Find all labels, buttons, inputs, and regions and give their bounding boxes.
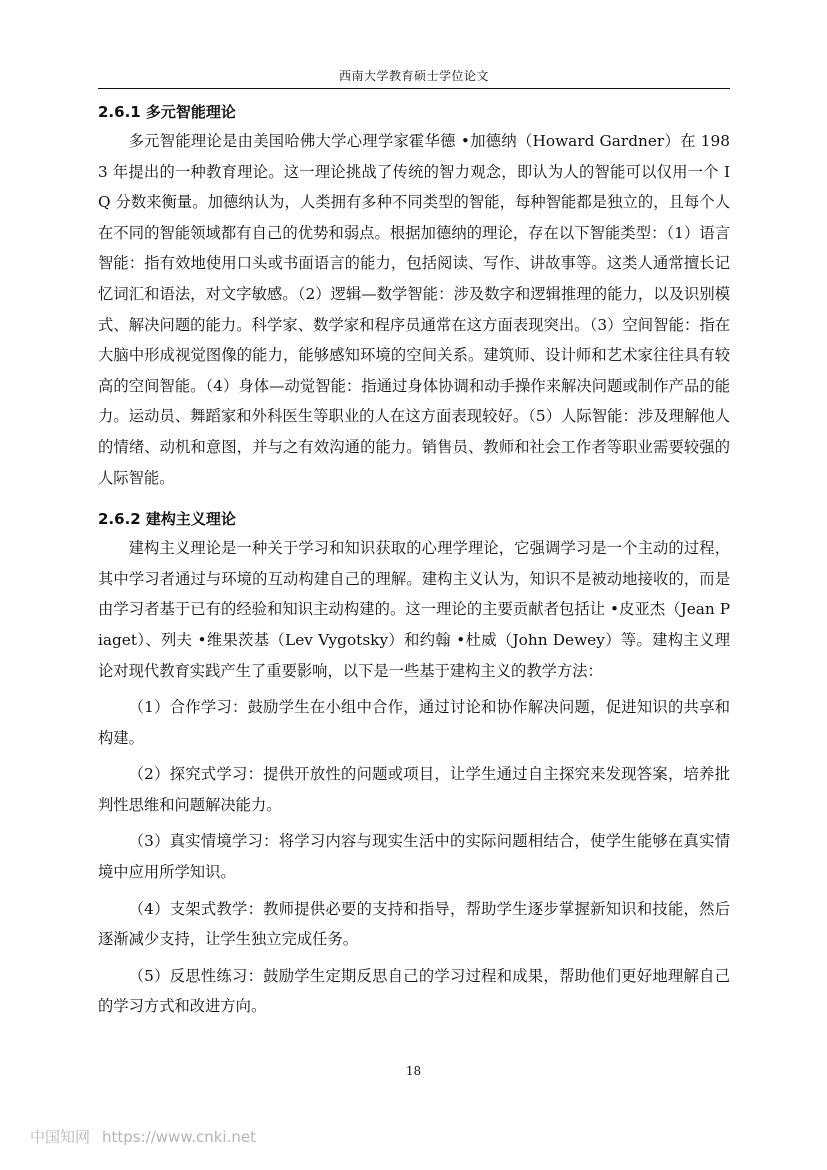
running-header: 西南大学教育硕士学位论文 xyxy=(338,69,489,83)
section-heading-constructivism: 2.6.2 建构主义理论 xyxy=(98,510,236,529)
watermark-brand: 中国知网 xyxy=(30,1128,91,1146)
header-rule xyxy=(98,88,730,89)
section-heading-multiple-intelligences: 2.6.1 多元智能理论 xyxy=(98,103,236,121)
method-item-situated-learning: （3）真实情境学习：将学习内容与现实生活中的实际问题相结合，使学生能够在真实情境中应用所学知识。 xyxy=(98,832,730,882)
method-item-reflective-practice: （5）反思性练习：鼓励学生定期反思自己的学习过程和成果，帮助他们更好地理解自己的学习方式和改进方向。 xyxy=(98,966,730,1016)
method-item-inquiry-learning: （2）探究式学习：提供开放性的问题或项目，让学生通过自主探究来发现答案，培养批判性思维和问题解决能力。 xyxy=(98,765,730,814)
section-paragraph-multiple-intelligences: 多元智能理论是由美国哈佛大学心理学家霍华德 •加德纳（Howard Gardner）在 1983 年提出的一种教育理论。这一理论挑战了传统的智力观念，即认为人的智能可以仅用一个 IQ 分数来衡量。加德纳认为，人类拥有多种不同类型的智能，每种智能都是独立的，且每个人在不同的智能领域都有自己的优势和弱点。根据加德纳的理论，存在以下智能类型：（1）语言智能：指有效地使用口头或书面语言的能力，包括阅读、写作、讲故事等。这类人通常擅长记忆词汇和语法，对文字敏感。（2）逻辑—数学智能：涉及数字和逻辑推理的能力，以及识别模式、解决问题的能力。科学家、数学家和程序员通常在这方面表现突出。（3）空间智能：指在大脑中形成视觉图像的能力，能够感知环境的空间关系。建筑师、设计师和艺术家往往具有较高的空间智能。（4）身体—动觉智能：指通过身体协调和动手操作来解决问题或制作产品的能力。运动员、舞蹈家和外科医生等职业的人在这方面表现较好。（5）人际智能：涉及理解他人的情绪、动机和意图，并与之有效沟通的能力。销售员、教师和社会工作者等职业需要较强的人际智能。 xyxy=(98,132,730,487)
section-paragraph-constructivism: 建构主义理论是一种关于学习和知识获取的心理学理论，它强调学习是一个主动的过程，其中学习者通过与环境的互动构建自己的理解。建构主义认为，知识不是被动地接收的，而是由学习者基于已有的经验和知识主动构建的。这一理论的主要贡献者包括让 •皮亚杰（Jean Piaget）、列夫 •维果茨基（Lev Vygotsky）和约翰 •杜威（John Dewey）等。建构主义理论对现代教育实践产生了重要影响，以下是一些基于建构主义的教学方法： xyxy=(98,539,730,680)
page-body xyxy=(98,98,730,1022)
method-item-cooperative-learning: （1）合作学习：鼓励学生在小组中合作，通过讨论和协作解决问题，促进知识的共享和构建。 xyxy=(98,698,730,747)
method-item-scaffolding: （4）支架式教学：教师提供必要的支持和指导，帮助学生逐步掌握新知识和技能，然后逐渐减少支持，让学生独立完成任务。 xyxy=(98,899,730,949)
watermark-url: https://www.cnki.net xyxy=(102,1128,256,1146)
page-number: 18 xyxy=(405,1064,422,1078)
cnki-watermark xyxy=(30,1126,256,1147)
